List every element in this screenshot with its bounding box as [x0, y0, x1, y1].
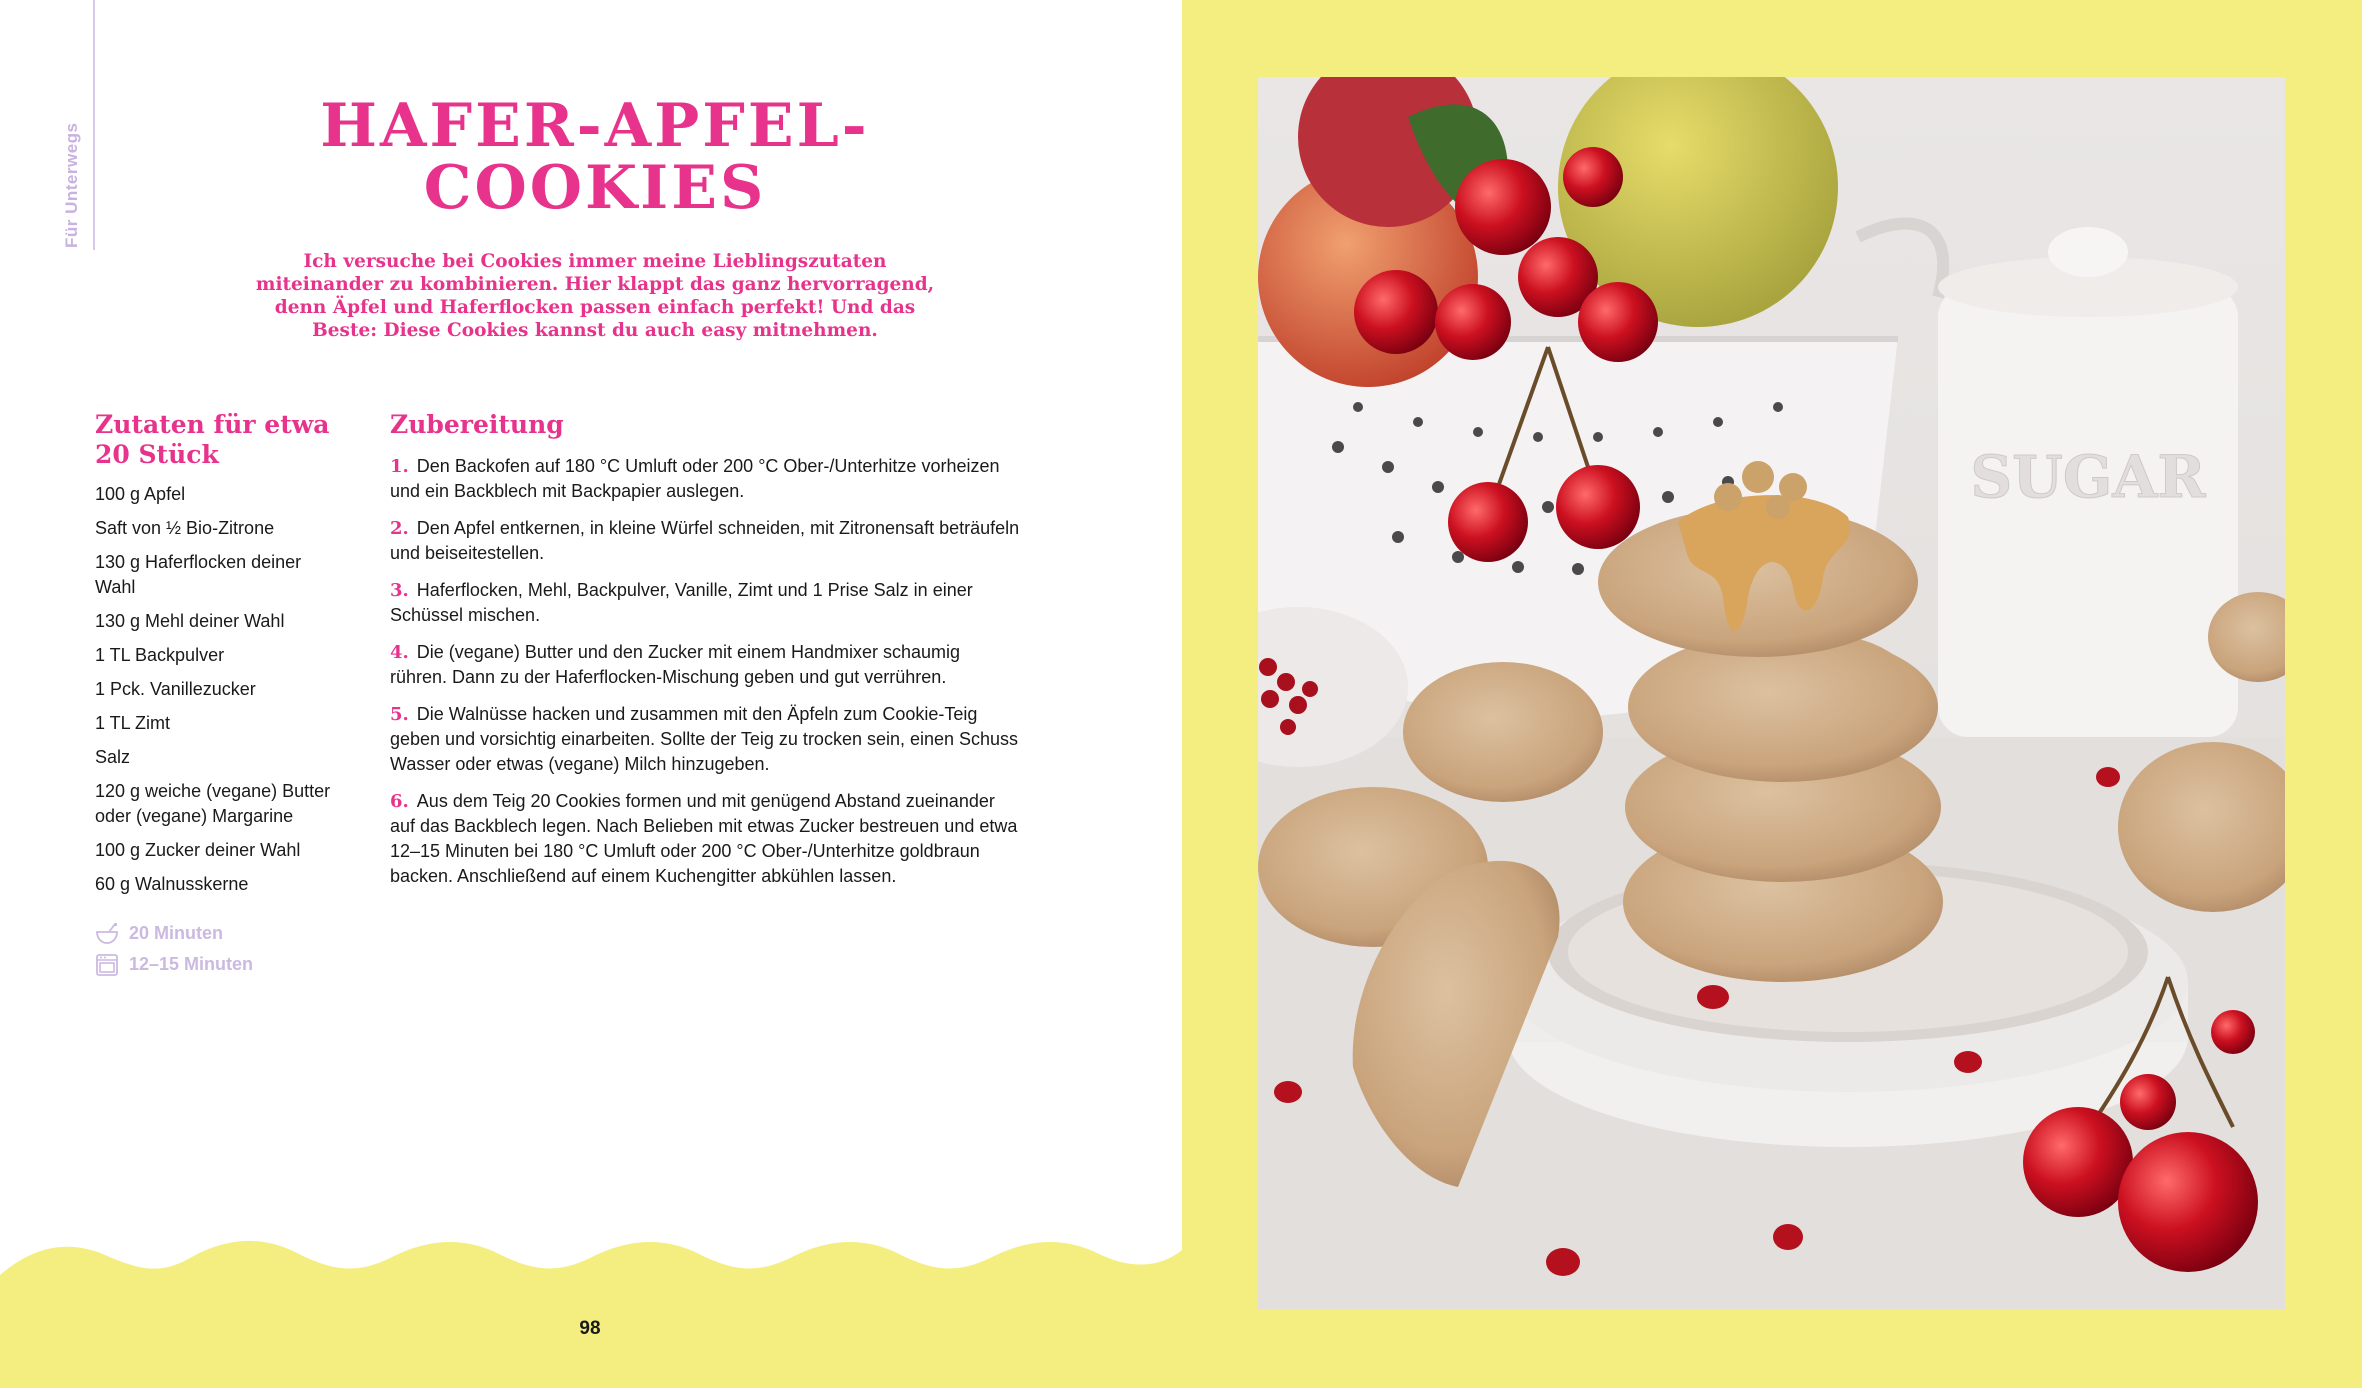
- ingredient-item: 1 TL Backpulver: [95, 645, 225, 665]
- jar-label: SUGAR: [1970, 443, 2206, 511]
- step-text: Den Apfel entkernen, in kleine Würfel schneiden, mit Zitronensaft beträufeln und beiseitestellen.: [390, 518, 1020, 563]
- step-item: [390, 640, 1020, 690]
- recipe-intro: Ich versuche bei Cookies immer meine Lieblingszutaten miteinander zu kombinieren. Hier klappt das ganz hervorragend, denn Äpfel und Haferflocken passen einfach perfekt! Und das Beste: Diese Cookies kannst du auch easy mitnehmen.: [255, 251, 935, 341]
- bake-time-row: [95, 949, 253, 980]
- ingredient-item: 100 g Zucker deiner Wahl: [95, 840, 301, 860]
- bake-time: 12–15 Minuten: [129, 954, 254, 974]
- step-item: [390, 578, 1020, 628]
- ingredient-item: 1 Pck. Vanillezucker: [95, 679, 256, 699]
- preparation-steps: [390, 454, 1020, 901]
- ingredients-list: [95, 482, 345, 906]
- ingredient-item: Salz: [95, 747, 131, 767]
- ingredient-item: 120 g weiche (vegane) Butter oder (vegane) Margarine: [95, 781, 331, 826]
- ingredient-item: Saft von ½ Bio-Zitrone: [95, 518, 275, 538]
- step-number: 4.: [390, 642, 409, 663]
- page-number: 98: [579, 1318, 601, 1339]
- recipe-title: HAFER-APFEL- COOKIES: [320, 91, 870, 223]
- yellow-wave-border: [0, 1230, 1182, 1388]
- prep-time: 20 Minuten: [129, 923, 224, 943]
- step-item: [390, 789, 1020, 889]
- ingredient-item: 60 g Walnusskerne: [95, 874, 249, 894]
- mixing-bowl-icon: [95, 922, 119, 946]
- step-item: [390, 516, 1020, 566]
- step-text: Aus dem Teig 20 Cookies formen und mit genügend Abstand zueinander auf das Backblech legen. Nach Belieben mit etwas Zucker bestreuen und etwa 12–15 Minuten bei 180 °C Umluft oder 200 °C Ober-/Unterhitze goldbraun backen. Anschließend auf einem Kuchengitter abkühlen lassen.: [390, 791, 1018, 886]
- section-label: Für Unterwegs: [62, 122, 81, 248]
- cookies-photo-illustration: [1258, 77, 2285, 1309]
- step-number: 2.: [390, 518, 409, 539]
- step-number: 5.: [390, 704, 409, 725]
- step-text: Die Walnüsse hacken und zusammen mit den Äpfeln zum Cookie-Teig geben und vorsichtig einarbeiten. Sollte der Teig zu trocken sein, einen Schuss Wasser oder etwas (vegane) Milch hinzugeben.: [390, 704, 1019, 774]
- ingredient-item: 1 TL Zimt: [95, 713, 171, 733]
- step-number: 1.: [390, 456, 409, 477]
- section-divider-line: [93, 0, 95, 250]
- step-text: Haferflocken, Mehl, Backpulver, Vanille, Zimt und 1 Prise Salz in einer Schüssel mischen.: [390, 580, 973, 625]
- ingredient-item: 130 g Mehl deiner Wahl: [95, 611, 285, 631]
- ingredients-heading: Zutaten für etwa 20 Stück: [95, 410, 330, 469]
- step-text: Die (vegane) Butter und den Zucker mit einem Handmixer schaumig rühren. Dann zu der Haferflocken-Mischung geben und gut verrühren.: [390, 642, 961, 687]
- oven-icon: [95, 953, 119, 977]
- time-info: [95, 918, 253, 980]
- preparation-heading: Zubereitung: [390, 410, 564, 439]
- prep-time-row: [95, 918, 253, 949]
- ingredient-item: 130 g Haferflocken deiner Wahl: [95, 552, 302, 597]
- ingredient-item: 100 g Apfel: [95, 484, 186, 504]
- step-number: 3.: [390, 580, 409, 601]
- step-text: Den Backofen auf 180 °C Umluft oder 200 °C Ober-/Unterhitze vorheizen und ein Backblech mit Backpapier auslegen.: [390, 456, 1000, 501]
- step-item: [390, 454, 1020, 504]
- step-number: 6.: [390, 791, 409, 812]
- step-item: [390, 702, 1020, 777]
- recipe-photo: [1258, 77, 2285, 1309]
